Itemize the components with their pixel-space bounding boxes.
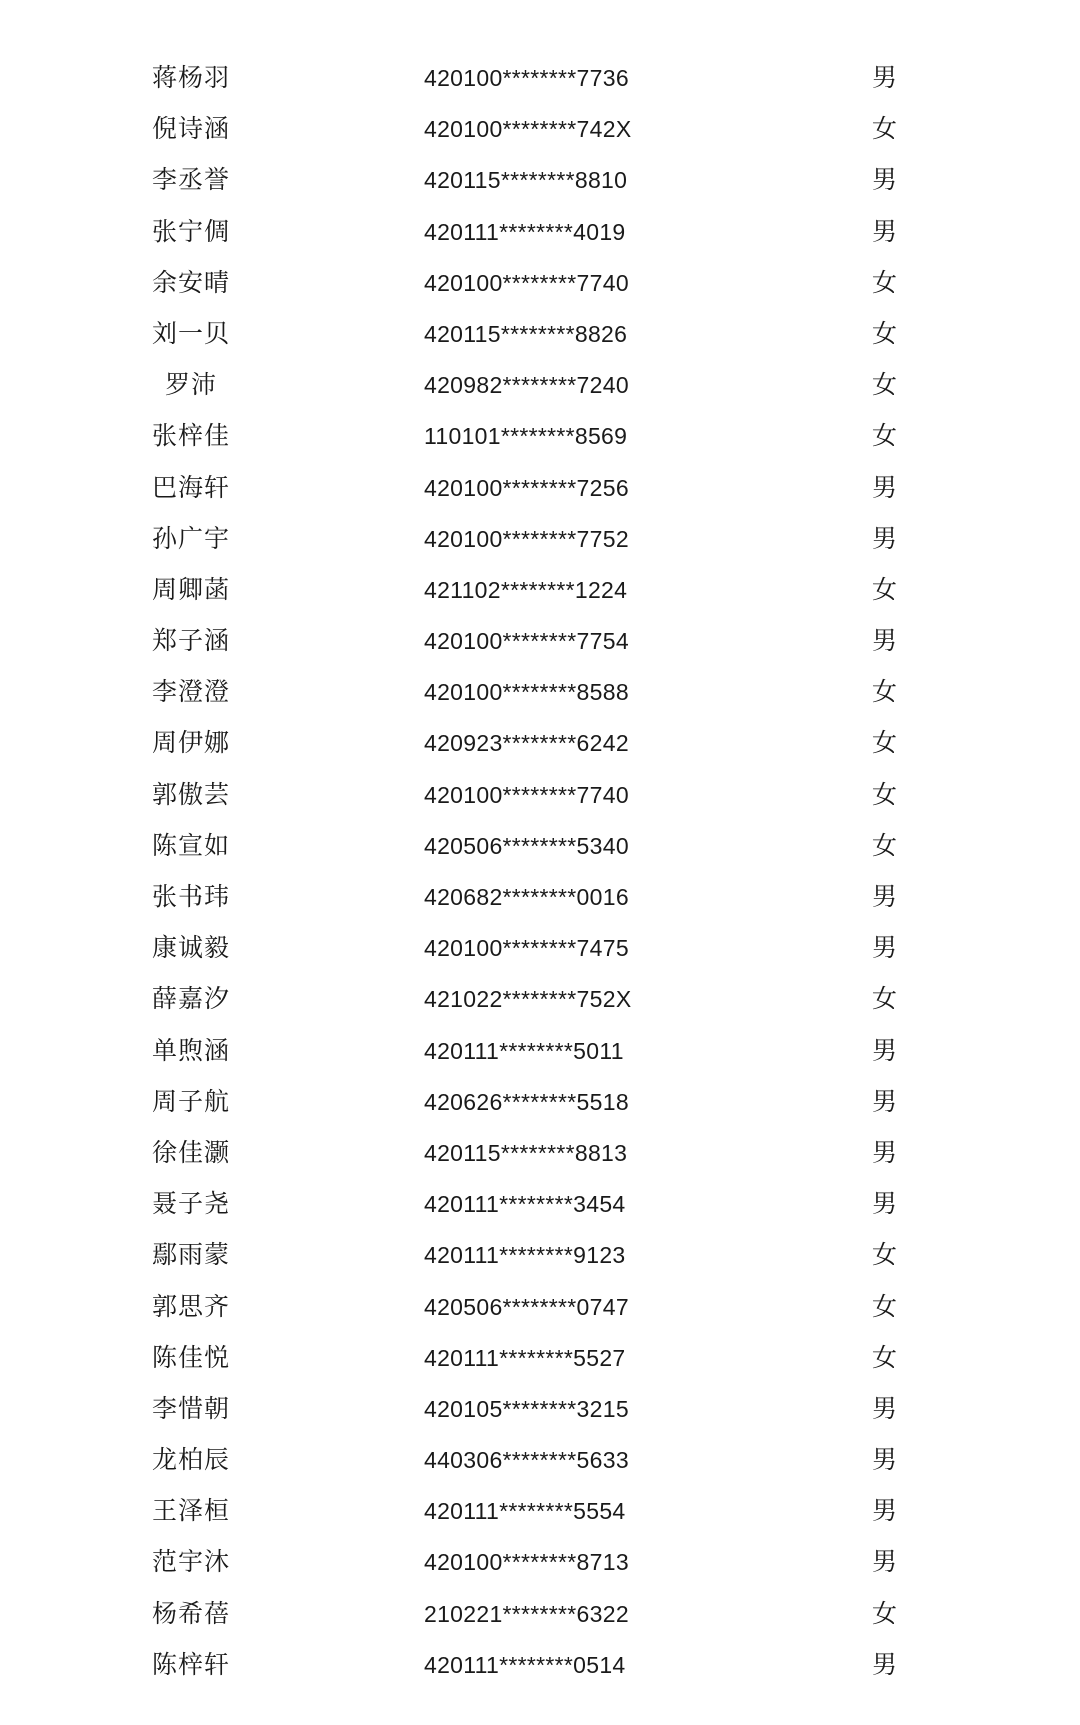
id-number: 420506********5340: [424, 832, 629, 859]
list-row: [0, 1389, 1080, 1440]
list-row: [0, 1542, 1080, 1593]
list-row: [0, 263, 1080, 314]
student-name: 陈宣如: [152, 830, 231, 860]
id-number: 421102********1224: [424, 576, 628, 603]
gender: 女: [872, 677, 898, 707]
student-name: 周卿菡: [152, 574, 231, 604]
id-number: 420111********5011: [424, 1037, 624, 1064]
gender: 男: [872, 523, 898, 553]
id-number: 420100********8713: [424, 1549, 629, 1576]
gender: 女: [872, 779, 898, 809]
list-row: [0, 1287, 1080, 1338]
gender: 男: [872, 1086, 898, 1116]
student-name: 巴海轩: [152, 472, 231, 502]
list-row: [0, 1133, 1080, 1184]
gender: 男: [872, 1445, 898, 1475]
list-row: [0, 723, 1080, 774]
gender: 女: [872, 728, 898, 758]
student-name: 聂子尧: [152, 1189, 231, 1219]
id-number: 420100********7256: [424, 474, 629, 501]
student-name: 李澄澄: [152, 677, 231, 707]
student-name: 康诚毅: [152, 933, 231, 963]
list-row: [0, 1491, 1080, 1542]
id-number: 420923********6242: [424, 730, 629, 757]
gender: 男: [872, 626, 898, 656]
list-row: [0, 58, 1080, 109]
id-number: 420115********8826: [424, 320, 628, 347]
gender: 女: [872, 1342, 898, 1372]
student-name: 鄢雨蒙: [152, 1240, 231, 1270]
student-name: 陈梓轩: [152, 1649, 231, 1679]
list-row: [0, 775, 1080, 826]
list-row: [0, 1082, 1080, 1133]
student-name: 孙广宇: [152, 523, 231, 553]
student-name: 郭傲芸: [152, 779, 231, 809]
id-number: 210221********6322: [424, 1600, 629, 1627]
gender: 男: [872, 63, 898, 92]
student-name: 周伊娜: [152, 728, 231, 758]
student-name: 张宁倜: [152, 216, 231, 246]
student-name: 张书玮: [152, 882, 231, 911]
list-row: [0, 1235, 1080, 1286]
gender: 男: [872, 1393, 898, 1423]
gender: 男: [872, 216, 898, 246]
gender: 女: [872, 574, 898, 604]
list-row: [0, 570, 1080, 621]
student-name: 倪诗涵: [152, 114, 231, 144]
gender: 女: [872, 1598, 898, 1628]
gender: 女: [872, 830, 898, 860]
student-name: 郑子涵: [152, 626, 231, 656]
id-number: 420111********3454: [424, 1191, 626, 1218]
id-number: 420682********0016: [424, 884, 629, 910]
gender: 女: [872, 267, 898, 297]
id-number: 420100********7736: [424, 65, 629, 91]
id-number: 420100********742X: [424, 116, 632, 143]
list-row: [0, 621, 1080, 672]
gender: 男: [872, 1189, 898, 1219]
id-number: 420100********7740: [424, 781, 629, 808]
student-name: 徐佳灏: [152, 1137, 231, 1167]
id-number: 420506********0747: [424, 1293, 629, 1320]
id-number: 420100********7475: [424, 935, 629, 962]
gender: 男: [872, 1496, 898, 1526]
list-row: [0, 109, 1080, 160]
id-number: 420111********5554: [424, 1498, 626, 1525]
gender: 女: [872, 370, 898, 400]
student-name: 郭思齐: [152, 1291, 231, 1321]
id-number: 110101********8569: [424, 423, 628, 450]
id-number: 420111********5527: [424, 1344, 626, 1371]
gender: 男: [872, 165, 898, 195]
list-row: [0, 160, 1080, 211]
id-number: 420111********4019: [424, 218, 626, 245]
list-row: [0, 877, 1080, 928]
student-name: 陈佳悦: [152, 1342, 231, 1372]
list-row: [0, 1338, 1080, 1389]
list-row: [0, 1031, 1080, 1082]
id-number: 420100********7752: [424, 525, 629, 552]
student-name: 刘一贝: [152, 318, 231, 348]
student-name: 李惜朝: [152, 1393, 231, 1423]
student-name: 龙柏辰: [152, 1445, 231, 1475]
list-row: [0, 468, 1080, 519]
gender: 男: [872, 1547, 898, 1577]
list-row: [0, 519, 1080, 570]
student-list: [0, 58, 1080, 1696]
student-name: 李丞誉: [152, 165, 231, 195]
id-number: 420100********8588: [424, 679, 629, 706]
list-row: [0, 826, 1080, 877]
list-row: [0, 1645, 1080, 1696]
id-number: 420100********7740: [424, 269, 629, 296]
id-number: 420111********0514: [424, 1651, 626, 1678]
student-name: 周子航: [152, 1086, 231, 1116]
gender: 女: [872, 984, 898, 1014]
student-name: 余安晴: [152, 267, 231, 297]
student-name: 王泽桓: [152, 1496, 231, 1526]
id-number: 420100********7754: [424, 628, 629, 655]
gender: 男: [872, 1035, 898, 1065]
gender: 女: [872, 1240, 898, 1270]
student-name: 单煦涵: [152, 1035, 231, 1065]
id-number: 420111********9123: [424, 1242, 626, 1269]
gender: 男: [872, 1649, 898, 1679]
list-row: [0, 365, 1080, 416]
list-row: [0, 979, 1080, 1030]
gender: 女: [872, 421, 898, 451]
list-row: [0, 314, 1080, 365]
gender: 女: [872, 318, 898, 348]
id-number: 440306********5633: [424, 1447, 629, 1474]
gender: 女: [872, 1291, 898, 1321]
id-number: 420982********7240: [424, 372, 629, 399]
student-name: 薛嘉汐: [152, 984, 231, 1014]
list-row: [0, 1440, 1080, 1491]
list-row: [0, 672, 1080, 723]
gender: 男: [872, 933, 898, 963]
id-number: 421022********752X: [424, 986, 632, 1013]
gender: 男: [872, 1137, 898, 1167]
list-row: [0, 928, 1080, 979]
id-number: 420105********3215: [424, 1395, 629, 1422]
gender: 男: [872, 882, 898, 911]
id-number: 420626********5518: [424, 1088, 629, 1115]
student-name: 张梓佳: [152, 421, 231, 451]
student-name: 罗沛: [165, 370, 218, 400]
list-row: [0, 416, 1080, 467]
student-name: 杨希蓓: [152, 1598, 231, 1628]
list-row: [0, 1594, 1080, 1645]
student-name: 范宇沐: [152, 1547, 231, 1577]
id-number: 420115********8813: [424, 1139, 628, 1166]
student-name: 蒋杨羽: [152, 63, 231, 92]
gender: 女: [872, 114, 898, 144]
list-row: [0, 212, 1080, 263]
gender: 男: [872, 472, 898, 502]
id-number: 420115********8810: [424, 167, 628, 194]
list-row: [0, 1184, 1080, 1235]
